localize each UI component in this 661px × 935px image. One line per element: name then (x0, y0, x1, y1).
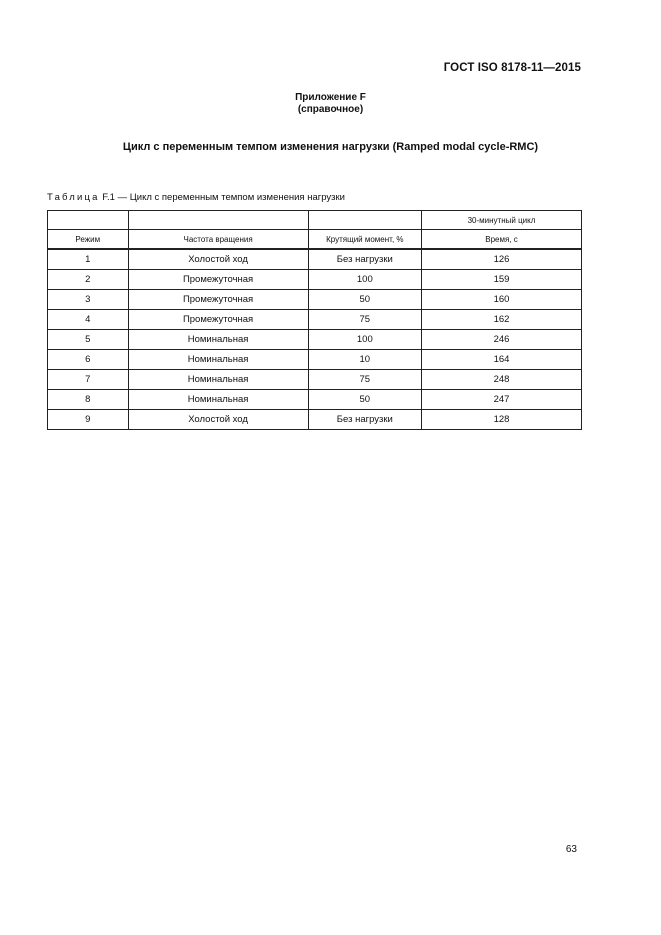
cell-time: 159 (422, 270, 582, 290)
cell-speed: Промежуточная (128, 310, 308, 330)
cell-speed: Промежуточная (128, 270, 308, 290)
cell-mode: 6 (48, 350, 129, 370)
table-row (48, 290, 582, 310)
cell-torque: 10 (308, 350, 421, 370)
column-header-torque: Крутящий момент, % (308, 230, 421, 250)
table-row (48, 370, 582, 390)
cell-speed: Холостой ход (128, 249, 308, 270)
cell-speed: Номинальная (128, 330, 308, 350)
cell-mode: 5 (48, 330, 129, 350)
section-title: Цикл с переменным темпом изменения нагрузки (Ramped modal cycle-RMC) (122, 141, 539, 153)
cell-speed: Номинальная (128, 350, 308, 370)
column-header-speed: Частота вращения (128, 230, 308, 250)
cell-torque: 75 (308, 310, 421, 330)
modal-cycle-table (47, 210, 582, 430)
table-group-header-row (48, 211, 582, 230)
cell-mode: 4 (48, 310, 129, 330)
cell-torque: Без нагрузки (308, 410, 421, 430)
table-header-row (48, 230, 582, 250)
table-row (48, 249, 582, 270)
table-row (48, 410, 582, 430)
annex-subtitle: (справочное) (297, 104, 364, 115)
table-caption-text: F.1 — Цикл с переменным темпом изменения нагрузки (99, 192, 345, 203)
table-caption (47, 192, 345, 203)
group-header-cell: 30-минутный цикл (422, 211, 582, 230)
cell-time: 246 (422, 330, 582, 350)
table-row (48, 350, 582, 370)
cell-mode: 1 (48, 249, 129, 270)
page-number: 63 (565, 844, 577, 855)
empty-header-cell (308, 211, 421, 230)
cell-time: 162 (422, 310, 582, 330)
cell-torque: 50 (308, 390, 421, 410)
cell-mode: 7 (48, 370, 129, 390)
cell-mode: 9 (48, 410, 129, 430)
cell-speed: Промежуточная (128, 290, 308, 310)
table-row (48, 310, 582, 330)
document-id: ГОСТ ISO 8178-11—2015 (443, 62, 581, 74)
column-header-time: Время, с (422, 230, 582, 250)
table-row (48, 330, 582, 350)
cell-speed: Номинальная (128, 370, 308, 390)
table-caption-label: Таблица (47, 192, 100, 203)
column-header-mode: Режим (48, 230, 129, 250)
cell-time: 126 (422, 249, 582, 270)
cell-time: 248 (422, 370, 582, 390)
cell-speed: Номинальная (128, 390, 308, 410)
cell-torque: 100 (308, 270, 421, 290)
cell-torque: Без нагрузки (308, 249, 421, 270)
cell-time: 164 (422, 350, 582, 370)
cell-torque: 75 (308, 370, 421, 390)
cell-time: 247 (422, 390, 582, 410)
cell-time: 160 (422, 290, 582, 310)
cell-mode: 3 (48, 290, 129, 310)
cell-time: 128 (422, 410, 582, 430)
table-row (48, 390, 582, 410)
annex-heading (0, 92, 661, 116)
table-row (48, 270, 582, 290)
cell-torque: 50 (308, 290, 421, 310)
cell-mode: 2 (48, 270, 129, 290)
cell-mode: 8 (48, 390, 129, 410)
cell-torque: 100 (308, 330, 421, 350)
cell-speed: Холостой ход (128, 410, 308, 430)
empty-header-cell (48, 211, 129, 230)
empty-header-cell (128, 211, 308, 230)
annex-title: Приложение F (295, 92, 366, 103)
